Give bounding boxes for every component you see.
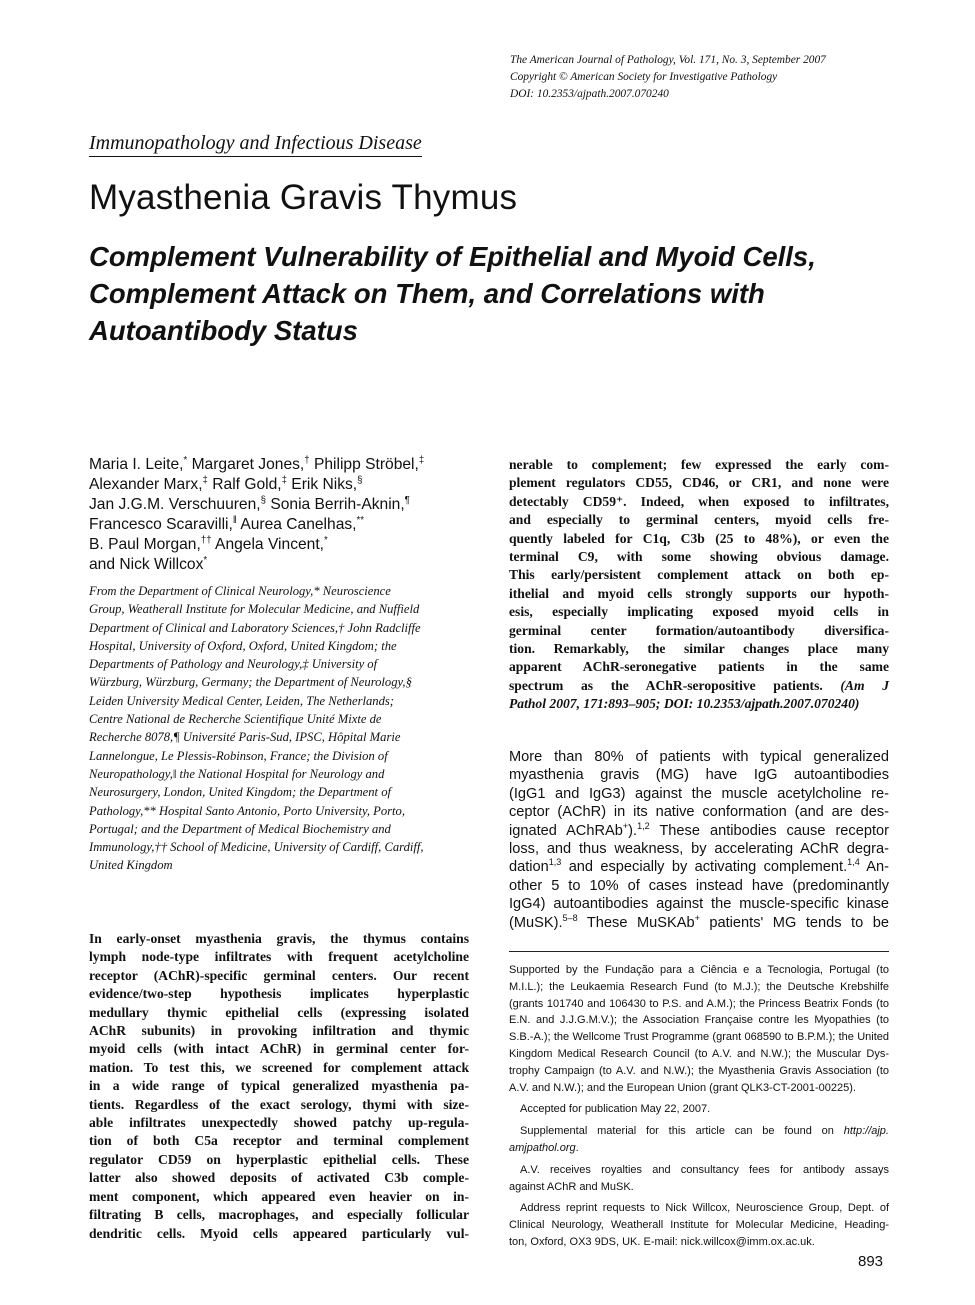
journal-copyright: Copyright © American Society for Investigative Pathology [510, 71, 778, 83]
subtitle-line: Autoantibody Status [89, 315, 358, 346]
author-name: Ralf Gold, [207, 476, 282, 493]
body-line: (IgG1 and IgG3) against the muscle acetylcholine re- [509, 785, 889, 802]
abstract-citation-line: Pathol 2007, 171:893–905; DOI: 10.2353/ajpath.2007.070240) [509, 696, 860, 712]
accepted-date: Accepted for publication May 22, 2007. [520, 1103, 711, 1116]
body-line: other 5 to 10% of cases instead have (predominantly [509, 877, 889, 894]
abstract-line: able infiltrates unexpectedly showed patchy up-regula- [89, 1115, 469, 1131]
author-name: Angela Vincent, [211, 536, 325, 553]
journal-doi: DOI: 10.2353/ajpath.2007.070240 [510, 88, 669, 100]
author-mark: * [324, 534, 328, 546]
body-line: myasthenia gravis (MG) have IgG autoantibodies [509, 767, 889, 784]
reference-mark: 5–8 [562, 912, 578, 923]
body-text: and especially by activating complement. [561, 859, 848, 876]
abstract-line: ithelial and myoid cells strongly supports our hypoth- [509, 585, 889, 601]
affiliation-line: Hospital, University of Oxford, Oxford, United Kingdom; the [89, 638, 397, 653]
abstract-line: In early-onset myasthenia gravis, the thymus contains [89, 931, 469, 946]
author-mark: * [183, 454, 188, 466]
author-mark: § [357, 474, 363, 486]
body-text: These antibodies cause receptor [649, 822, 889, 839]
footnote-line: Supported by the Fundação para a Ciência e a Tecnologia, Portugal (to [509, 964, 889, 976]
footnote-line: against AChR and MuSK. [509, 1180, 634, 1193]
author-name: Aurea Canelhas, [236, 516, 357, 533]
abstract-line: in a wide range of typical generalized myasthenia pa- [89, 1078, 469, 1094]
footnote-line: M.I.L.); the Leukaemia Research Fund (to M.J.); the Deutsche Krebshilfe [509, 980, 889, 993]
affiliation-line: Recherche 8078,¶ Université Paris-Sud, IPSC, Hôpital Marie [89, 730, 401, 745]
affiliation-line: Neuropathology,‖ the National Hospital for Neurology and [89, 766, 385, 781]
abstract-line: terminal C9, with some showing obvious damage. [509, 549, 889, 565]
body-line [509, 858, 889, 876]
author-name: Sonia Berrih-Aknin, [265, 496, 405, 513]
section-label: Immunopathology and Infectious Disease [89, 132, 422, 157]
abstract-line: mation. To test this, we screened for complement attack [89, 1059, 469, 1075]
body-line [509, 914, 889, 932]
author-name: Alexander Marx, [89, 476, 203, 493]
body-line: IgG4) autoantibodies against the muscle-specific kinase [509, 896, 889, 913]
superscript: + [694, 912, 700, 923]
author-list [89, 455, 479, 575]
affiliation-line: From the Department of Clinical Neurology,* Neuroscience [89, 584, 391, 598]
abstract-line: plement regulators CD55, CD46, or CR1, and none were [509, 475, 889, 491]
affiliation-line: Department of Clinical and Laboratory Sciences,† John Radcliffe [89, 620, 421, 635]
body-text: patients' MG tends to be [699, 914, 889, 931]
abstract-line: medullary thymic epithelial cells (expressing isolated [89, 1004, 469, 1020]
abstract-citation: (Am J [840, 677, 889, 693]
journal-header [510, 52, 930, 103]
author-mark: ‡ [202, 474, 208, 486]
subtitle-line: Complement Attack on Them, and Correlations with [89, 278, 765, 309]
abstract-line: detectably CD59⁺. Indeed, when exposed to infiltrates, [509, 493, 889, 509]
author-line [89, 535, 479, 555]
footnote-line: Address reprint requests to Nick Willcox, Neuroscience Group, Dept. of [520, 1202, 889, 1215]
author-mark: § [260, 494, 266, 506]
author-name: and Nick Willcox [89, 556, 204, 573]
footnote-line: trophy Campaign (to A.V. and N.W.); the Myasthenia Gravis Association (to [509, 1064, 889, 1077]
footnote-line: A.V. receives royalties and consultancy fees for antibody assays [520, 1163, 889, 1176]
author-line [89, 515, 479, 535]
author-mark: †† [200, 534, 212, 546]
affiliation-line: Pathology,** Hospital Santo Antonio, Porto University, Porto, [89, 803, 406, 818]
abstract-line: receptor (AChR)-specific germinal centers. Our recent [89, 967, 469, 983]
affiliations [89, 582, 469, 875]
abstract-line: ment component, which appeared even heavier on in- [89, 1188, 469, 1204]
footnote-line [509, 1123, 889, 1140]
superscript: + [622, 820, 629, 831]
body-text: dation [509, 859, 549, 876]
abstract-line: regulator CD59 on hyperplastic epithelial cells. These [89, 1151, 469, 1167]
abstract-line: dendritic cells. Myoid cells appeared particularly vul- [89, 1225, 469, 1241]
author-mark: † [304, 454, 310, 466]
abstract-line: nerable to complement; few expressed the early com- [509, 457, 889, 472]
footnote-line: (grants 101740 and 106430 to P.S. and A.M.); the Princess Beatrix Fonds (to [509, 997, 889, 1010]
abstract-line: myoid cells (with intact AChR) in germinal center for- [89, 1041, 469, 1057]
footnote-line: ton, Oxford, OX3 9DS, UK. E-mail: nick.willcox@imm.ox.ac.uk. [509, 1235, 815, 1248]
abstract-column-right [509, 456, 889, 714]
reference-mark: 1,4 [847, 857, 860, 868]
body-text: (MuSK). [509, 914, 563, 931]
body-line: loss, and thus weakness, by accelerating AChR degra- [509, 841, 889, 858]
intro-paragraph [509, 748, 889, 932]
author-line [89, 455, 479, 475]
body-text: ignated AChRAb [509, 822, 623, 839]
body-text: ). [628, 822, 638, 839]
body-line [509, 822, 889, 840]
footnotes [509, 962, 889, 1251]
body-text: These MuSKAb [577, 914, 695, 931]
affiliation-line: Group, Weatherall Institute for Molecular Medicine, and Nuffield [89, 602, 420, 617]
author-mark: ¶ [404, 494, 410, 506]
affiliation-line: Immunology,†† School of Medicine, University of Cardiff, Cardiff, [89, 840, 424, 855]
abstract-line [509, 677, 889, 695]
abstract-line: tion. Remarkably, the similar changes place many [509, 641, 889, 657]
body-line: ceptor (AChR) in its native conformation (and are des- [509, 804, 889, 821]
author-mark: * [203, 554, 208, 566]
abstract-line: germinal center formation/autoantibody diversifica- [509, 622, 889, 638]
affiliation-line: United Kingdom [89, 858, 173, 873]
author-name: Margaret Jones, [187, 456, 305, 473]
author-name: Maria I. Leite, [89, 456, 184, 473]
abstract-line: esis, especially implicating exposed myoid cells in [509, 604, 889, 620]
body-line: More than 80% of patients with typical generalized [509, 749, 889, 765]
journal-citation: The American Journal of Pathology, Vol. 171, No. 3, September 2007 [510, 54, 826, 66]
affiliation-line: Centre National de Recherche Scientifique Unité Mixte de [89, 712, 382, 727]
author-name: B. Paul Morgan, [89, 536, 201, 553]
abstract-line: apparent AChR-seronegative patients in the same [509, 659, 889, 675]
author-line [89, 555, 479, 575]
author-line [89, 495, 479, 515]
page-number: 893 [858, 1253, 884, 1270]
abstract-line: latter also showed deposits of activated C3b comple- [89, 1170, 469, 1186]
affiliation-line: Lannelongue, Le Plessis-Robinson, France; the Division of [89, 748, 388, 763]
footnote-line: E.N. and J.J.G.M.V.); the Association Française contre les Myopathies (to [509, 1014, 889, 1027]
supplemental-link[interactable]: amjpathol.org [509, 1141, 576, 1154]
abstract-line: tion of both C5a receptor and terminal complement [89, 1133, 469, 1149]
abstract-line: This early/persistent complement attack on both ep- [509, 567, 889, 583]
affiliation-line: Neurosurgery, London, United Kingdom; the Department of [89, 785, 391, 800]
author-name: Jan J.G.M. Verschuuren, [89, 496, 261, 513]
abstract-line: filtrating B cells, macrophages, and especially follicular [89, 1207, 469, 1223]
abstract-line: AChR subunits) in provoking infiltration and thymic [89, 1023, 469, 1039]
author-name: Philipp Ströbel, [309, 456, 419, 473]
author-name: Erik Niks, [286, 476, 358, 493]
affiliation-line: Leiden University Medical Center, Leiden, The Netherlands; [89, 693, 394, 708]
footnote-divider [509, 951, 889, 952]
reference-mark: 1,3 [548, 857, 562, 868]
abstract-column-left [89, 930, 469, 1243]
supplemental-link[interactable]: http://ajp. [843, 1125, 889, 1138]
author-name: Francesco Scaravilli, [89, 516, 233, 533]
reference-mark: 1,2 [637, 820, 650, 831]
subtitle-line: Complement Vulnerability of Epithelial and Myoid Cells, [89, 241, 816, 272]
footnote-line: Kingdom Medical Research Council (to A.V. and N.W.); the Muscular Dys- [509, 1047, 889, 1060]
abstract-text: spectrum as the AChR-seropositive patients. [509, 677, 823, 693]
author-mark: ** [356, 514, 365, 526]
affiliation-line: Würzburg, Würzburg, Germany; the Department of Neurology,§ [89, 675, 412, 690]
author-mark: ‡ [281, 474, 287, 486]
page-subtitle [89, 238, 909, 349]
body-text: An- [859, 859, 889, 876]
abstract-line: lymph node-type infiltrates with frequent acetylcholine [89, 949, 469, 965]
abstract-line: and especially to germinal centers, myoid cells fre- [509, 512, 889, 528]
author-line [89, 475, 479, 495]
abstract-line: evidence/two-step hypothesis implicates hyperplastic [89, 986, 469, 1002]
affiliation-line: Portugal; and the Department of Medical Biochemistry and [89, 821, 391, 836]
affiliation-line: Departments of Pathology and Neurology,‡ University of [89, 657, 378, 672]
footnote-line: Clinical Neurology, Weatherall Institute for Molecular Medicine, Heading- [509, 1219, 889, 1232]
footnote-text: . [575, 1141, 579, 1154]
footnote-line: S.B.-A.); the Wellcome Trust Programme (grant 068590 to B.P.M.); the United [509, 1031, 889, 1044]
footnote-line [509, 1140, 889, 1157]
page-title: Myasthenia Gravis Thymus [89, 178, 518, 217]
author-mark: ‖ [232, 514, 237, 526]
abstract-line: quently labeled for C1q, C3b (25 to 48%), or even the [509, 530, 889, 546]
abstract-line: tients. Regardless of the exact serology, thymi with size- [89, 1096, 469, 1112]
footnote-text: Supplemental material for this article can be found on [520, 1125, 834, 1138]
footnote-line: A.V. and N.W.); and the European Union (grant QLK3-CT-2001-00225). [509, 1081, 856, 1094]
author-mark: ‡ [418, 454, 425, 466]
